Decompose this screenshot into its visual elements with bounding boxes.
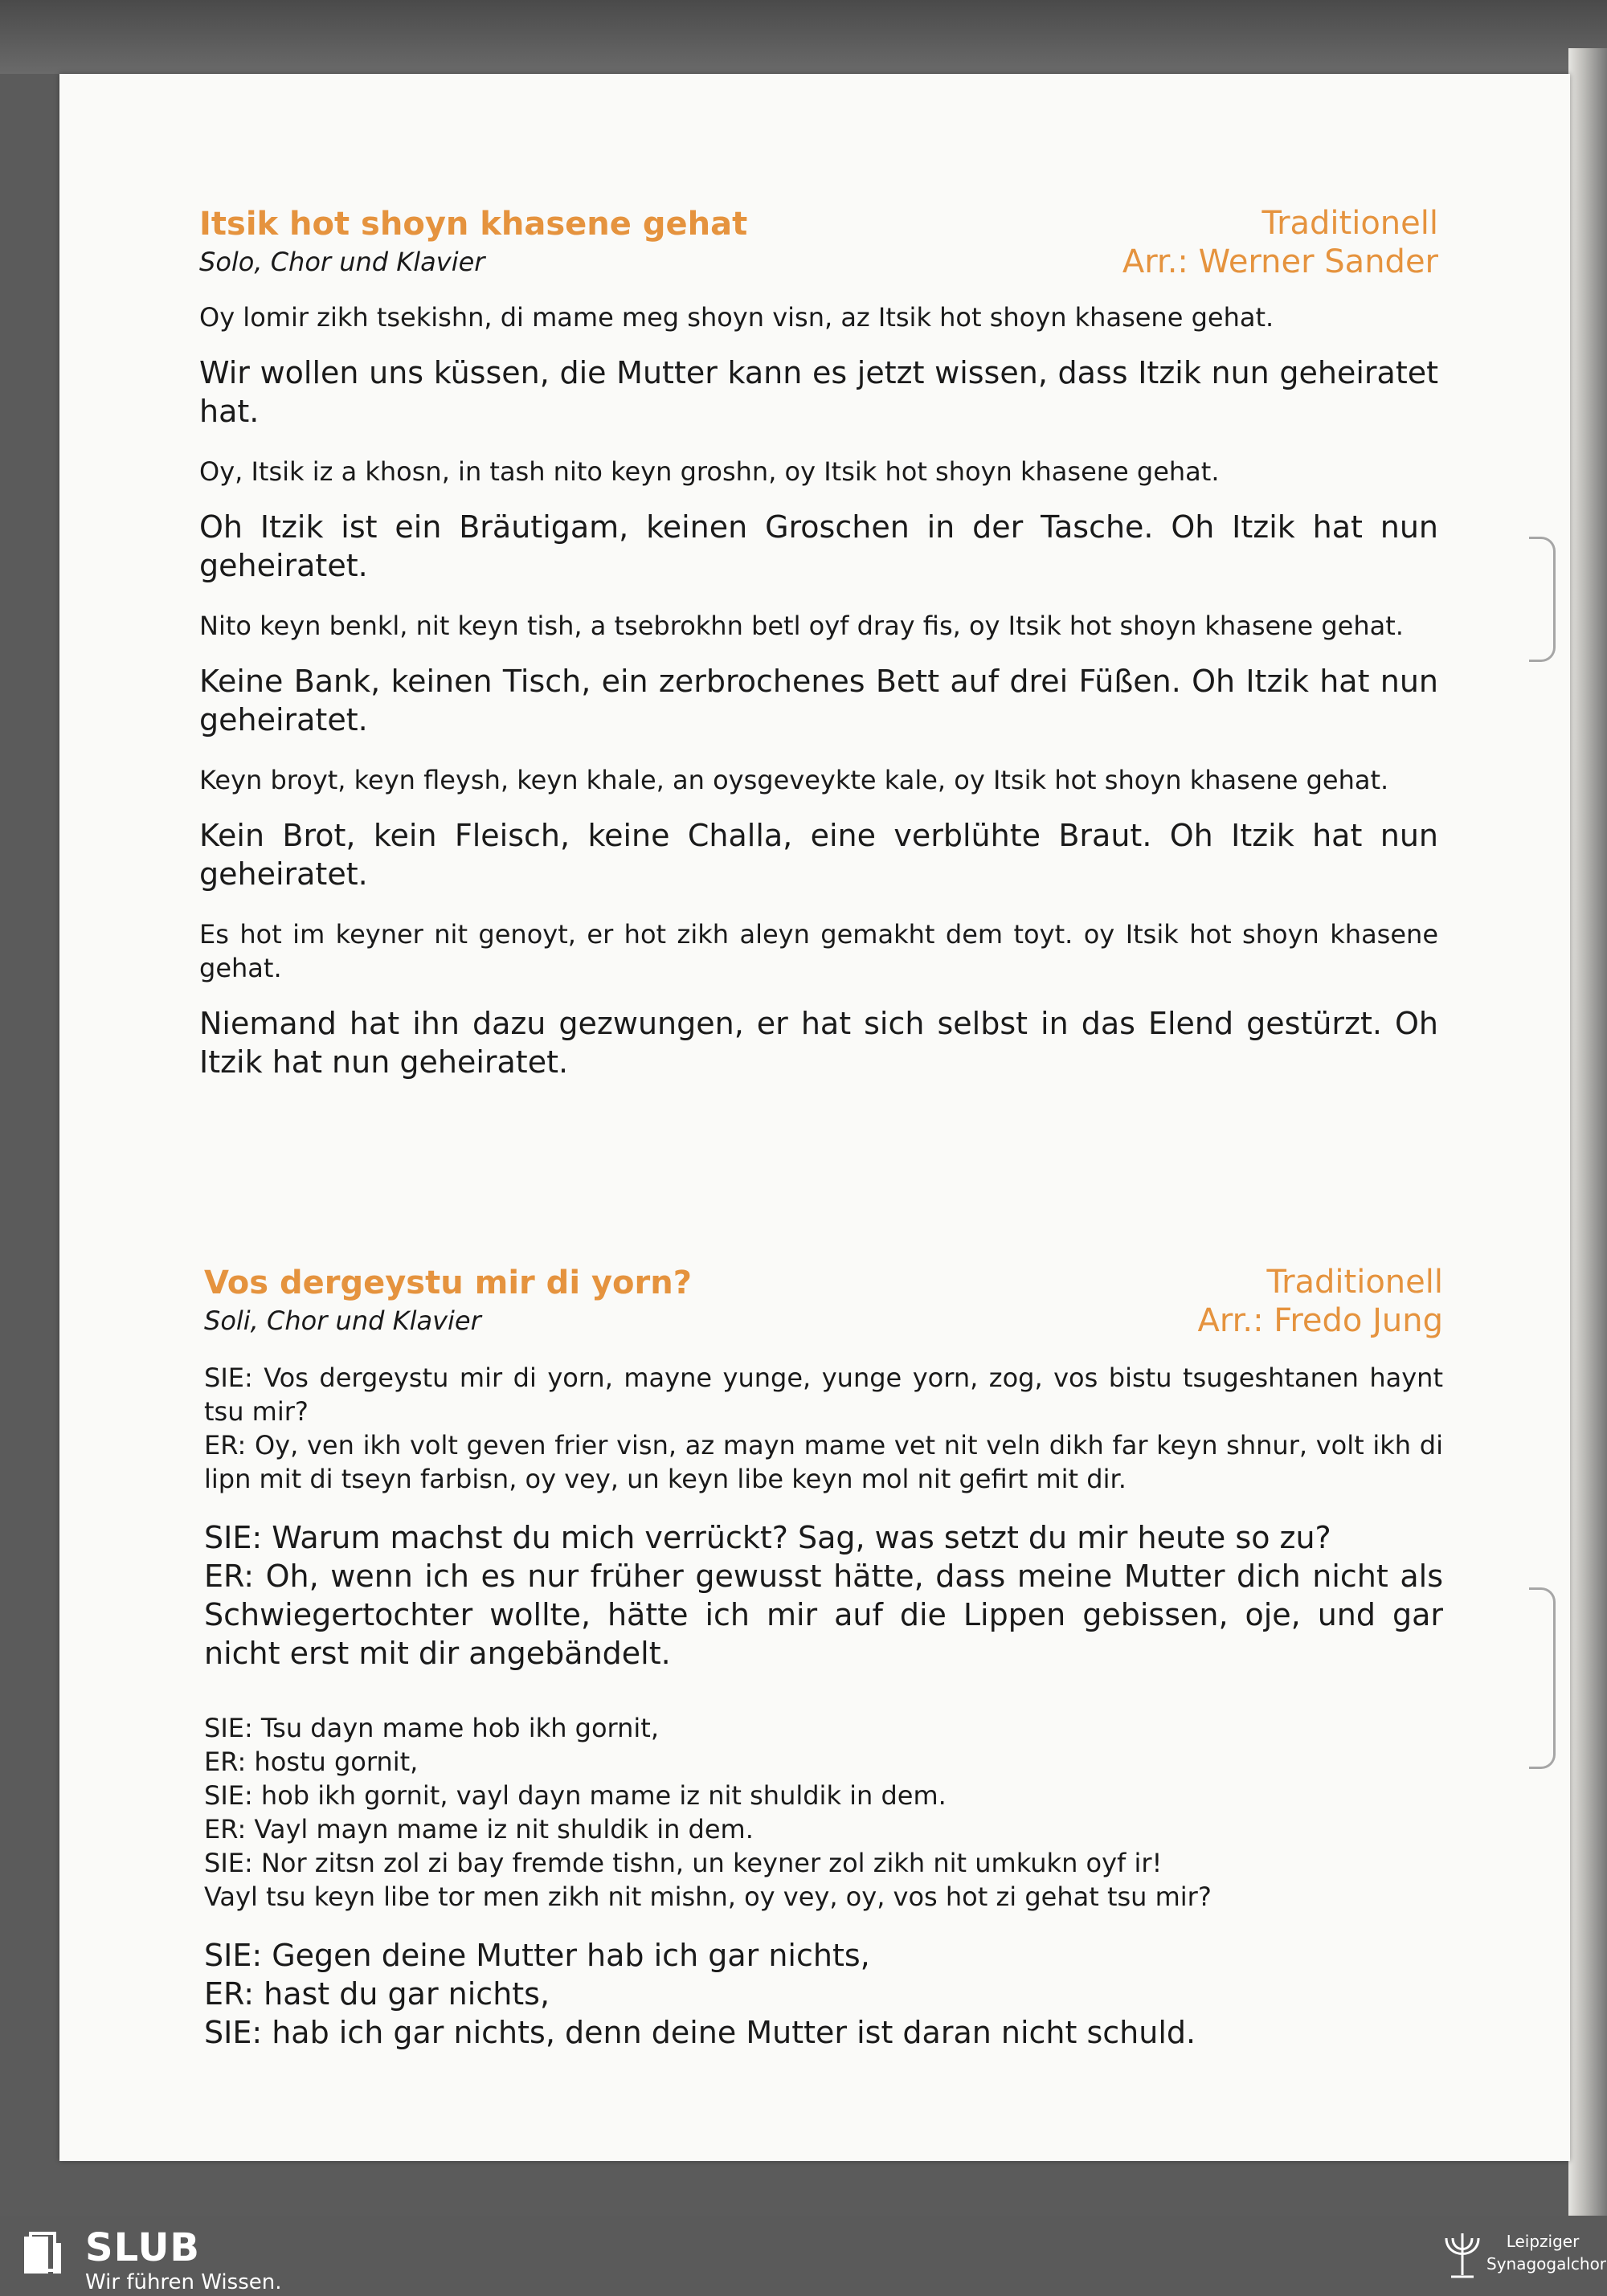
song-title: Vos dergeystu mir di yorn? [204, 1264, 692, 1301]
tradition-label: Traditionell [1266, 1264, 1443, 1301]
partner-name [1486, 2230, 1607, 2275]
dialogue-line: SIE: Nor zitsn zol zi bay fremde tishn, un keyner zol zikh nit umkukn oyf ir! [204, 1848, 1163, 1878]
partner-line: Synagogalchor [1486, 2254, 1607, 2274]
dialogue-line: ER: Oh, wenn ich es nur früher gewusst hätte, dass meine Mutter dich nicht als Schwiegertochter wollte, hätte ich mir auf die Lippen gebissen, oje, und gar nicht erst mit dir angebändelt. [204, 1559, 1443, 1671]
brand-tagline: Wir führen Wissen. [85, 2270, 282, 2294]
song-section [204, 1263, 1443, 2052]
tradition-label: Traditionell [1261, 205, 1438, 242]
german-dialogue [204, 1936, 1443, 2052]
yiddish-verse: Keyn broyt, keyn fleysh, keyn khale, an oysgeveykte kale, oy Itsik hot shoyn khasene gehat. [199, 765, 1389, 795]
german-translation: Oh Itzik ist ein Bräutigam, keinen Groschen in der Tasche. Oh Itzik hat nun geheiratet. [199, 509, 1438, 583]
dialogue-line: SIE: Vos dergeystu mir di yorn, mayne yunge, yunge yorn, zog, vos bistu tsugeshtanen haynt tsu mir? [204, 1362, 1443, 1427]
staple [1529, 1587, 1556, 1769]
song-header [199, 204, 1438, 284]
yiddish-verse: Es hot im keyner nit genoyt, er hot zikh aleyn gemakht dem toyt. oy Itsik hot shoyn khasene gehat. [199, 919, 1438, 983]
document-page [59, 74, 1570, 2161]
song-credits [1122, 204, 1438, 281]
dialogue-line: ER: Vayl mayn mame iz nit shuldik in dem. [204, 1814, 754, 1845]
partner-line: Leipziger [1506, 2232, 1580, 2251]
arranger-label: Arr.: Werner Sander [1122, 243, 1438, 280]
song-title: Itsik hot shoyn khasene gehat [199, 206, 748, 243]
yiddish-verse: Nito keyn benkl, nit keyn tish, a tsebrokhn betl oyf dray fis, oy Itsik hot shoyn khasene gehat. [199, 611, 1404, 641]
yiddish-verse: Oy, Itsik iz a khosn, in tash nito keyn groshn, oy Itsik hot shoyn khasene gehat. [199, 456, 1220, 487]
scan-background-top [0, 0, 1607, 74]
staple [1529, 537, 1556, 662]
dialogue-line: ER: Oy, ven ikh volt geven frier visn, az mayn mame vet nit veln dikh far keyn shnur, volt ikh di lipn mit di tseyn farbisn, oy vey, un keyn libe keyn mol nit gefirt mit dir. [204, 1430, 1443, 1494]
dialogue-line: SIE: Gegen deine Mutter hab ich gar nichts, [204, 1938, 870, 1973]
dialogue-line: Vayl tsu keyn libe tor men zikh nit mishn, oy vey, oy, vos hot zi gehat tsu mir? [204, 1881, 1212, 1912]
book-icon [21, 2232, 66, 2278]
song-header [204, 1263, 1443, 1343]
footer-bar [0, 2216, 1607, 2296]
menorah-icon [1438, 2227, 1486, 2285]
dialogue-line: SIE: Tsu dayn mame hob ikh gornit, [204, 1713, 660, 1743]
german-translation: Niemand hat ihn dazu gezwungen, er hat sich selbst in das Elend gestürzt. Oh Itzik hat nun geheiratet. [199, 1006, 1438, 1080]
song-subtitle: Soli, Chor und Klavier [204, 1305, 481, 1336]
yiddish-verse: Oy lomir zikh tsekishn, di mame meg shoyn visn, az Itsik hot shoyn khasene gehat. [199, 302, 1274, 333]
dialogue-line: SIE: hab ich gar nichts, denn deine Mutter ist daran nicht schuld. [204, 2015, 1196, 2050]
scan-page-edge [1568, 48, 1607, 2217]
dialogue-line: SIE: hob ikh gornit, vayl dayn mame iz nit shuldik in dem. [204, 1780, 947, 1811]
dialogue-line: SIE: Warum machst du mich verrückt? Sag, was setzt du mir heute so zu? [204, 1520, 1331, 1555]
dialogue-line: ER: hast du gar nichts, [204, 1976, 550, 2012]
arranger-label: Arr.: Fredo Jung [1197, 1302, 1443, 1339]
dialogue-line: ER: hostu gornit, [204, 1747, 419, 1777]
german-translation: Keine Bank, keinen Tisch, ein zerbrochenes Bett auf drei Füßen. Oh Itzik hat nun geheiratet. [199, 664, 1438, 737]
german-dialogue [204, 1518, 1443, 1673]
yiddish-dialogue [204, 1711, 1443, 1914]
german-translation: Kein Brot, kein Fleisch, keine Challa, eine verblühte Braut. Oh Itzik hat nun geheiratet. [199, 818, 1438, 892]
song-credits [1197, 1263, 1443, 1340]
song-subtitle: Solo, Chor und Klavier [199, 247, 485, 277]
german-translation: Wir wollen uns küssen, die Mutter kann es jetzt wissen, dass Itzik nun geheiratet hat. [199, 355, 1438, 429]
song-section [199, 204, 1438, 1081]
yiddish-dialogue [204, 1361, 1443, 1496]
brand-name: SLUB [85, 2225, 201, 2270]
